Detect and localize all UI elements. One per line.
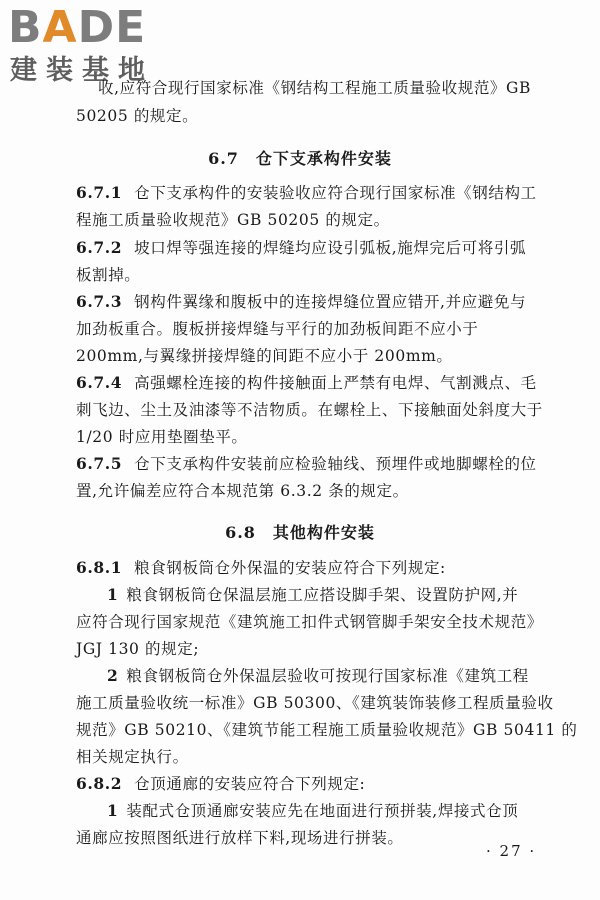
clause-6-7-3-line-2: 加劲板重合。腹板拼接焊缝与平行的加劲板间距不应小于	[76, 320, 479, 338]
clause-number: 6.7.5	[76, 454, 123, 473]
item-number: 2	[107, 666, 119, 685]
clause-6-7-4-line-3: 1/20 时应用垫圈垫平。	[76, 428, 248, 446]
logo-subtitle: 建装基地	[10, 55, 154, 86]
clause-6-8-1-line-1: 6.8.1 粮食钢板筒仓外保温的安装应符合下列规定:	[76, 558, 446, 577]
clause-6-7-1-line-1: 6.7.1 仓下支承构件的安装验收应符合现行国家标准《钢结构工	[76, 183, 537, 202]
clause-6-7-2-line-1: 6.7.2 坡口焊等强连接的焊缝均应设引弧板,施焊完后可将引弧	[76, 238, 527, 257]
clause-number: 6.7.1	[76, 183, 123, 202]
item-1-line-1: 1 粮食钢板筒仓保温层施工应搭设脚手架、设置防护网,并	[107, 585, 519, 604]
continuation-line-2: 50205 的规定。	[76, 107, 199, 125]
clause-6-7-4-line-2: 刺飞边、尘土及油漆等不洁物质。在螺栓上、下接触面处斜度大于	[76, 401, 543, 419]
item-1b-line-2: 通廊应按照图纸进行放样下料,现场进行拼装。	[76, 829, 404, 847]
item-1-line-2: 应符合现行国家规范《建筑施工扣件式钢管脚手架安全技术规范》	[76, 613, 543, 631]
item-1-line-3: JGJ 130 的规定;	[76, 640, 200, 658]
clause-6-7-5-line-1: 6.7.5 仓下支承构件安装前应检验轴线、预埋件或地脚螺栓的位	[76, 454, 537, 473]
clause-6-7-3-line-1: 6.7.3 钢构件翼缘和腹板中的连接焊缝位置应错开,并应避免与	[76, 292, 527, 311]
clause-6-8-2-line-1: 6.8.2 仓顶通廊的安装应符合下列规定:	[76, 774, 366, 793]
item-2-line-4: 相关规定执行。	[76, 748, 189, 766]
clause-number: 6.7.2	[76, 238, 123, 257]
item-2-line-2: 施工质量验收统一标准》GB 50300、《建筑装饰装修工程质量验收	[76, 694, 554, 712]
clause-6-7-5-line-2: 置,允许偏差应符合本规范第 6.3.2 条的规定。	[76, 482, 409, 500]
clause-6-7-2-line-2: 板割掉。	[76, 266, 141, 284]
item-2-line-3: 规范》GB 50210、《建筑节能工程施工质量验收规范》GB 50411 的	[76, 721, 578, 739]
section-heading-6-7: 6.7 仓下支承构件安装	[208, 149, 392, 168]
clause-number: 6.8.2	[76, 774, 123, 793]
section-heading-6-8: 6.8 其他构件安装	[225, 523, 375, 542]
item-1b-line-1: 1 装配式仓顶通廊安装应先在地面进行预拼装,焊接式仓顶	[107, 801, 519, 820]
item-number: 1	[107, 585, 119, 604]
logo-wordmark: BADE	[8, 2, 147, 53]
clause-6-7-1-line-2: 程施工质量验收规范》GB 50205 的规定。	[76, 211, 390, 229]
item-2-line-1: 2 粮食钢板筒仓外保温层验收可按现行国家标准《建筑工程	[107, 666, 529, 685]
continuation-line-1: 收,应符合现行国家标准《钢结构工程施工质量验收规范》GB	[98, 79, 532, 97]
clause-6-7-4-line-1: 6.7.4 高强螺栓连接的构件接触面上严禁有电焊、气割溅点、毛	[76, 373, 537, 392]
item-number: 1	[107, 801, 119, 820]
page-number: · 27 ·	[486, 842, 537, 860]
clause-number: 6.7.3	[76, 292, 123, 311]
clause-6-7-3-line-3: 200mm,与翼缘拼接焊缝的间距不应小于 200mm。	[76, 347, 453, 365]
clause-number: 6.8.1	[76, 558, 123, 577]
clause-number: 6.7.4	[76, 373, 123, 392]
